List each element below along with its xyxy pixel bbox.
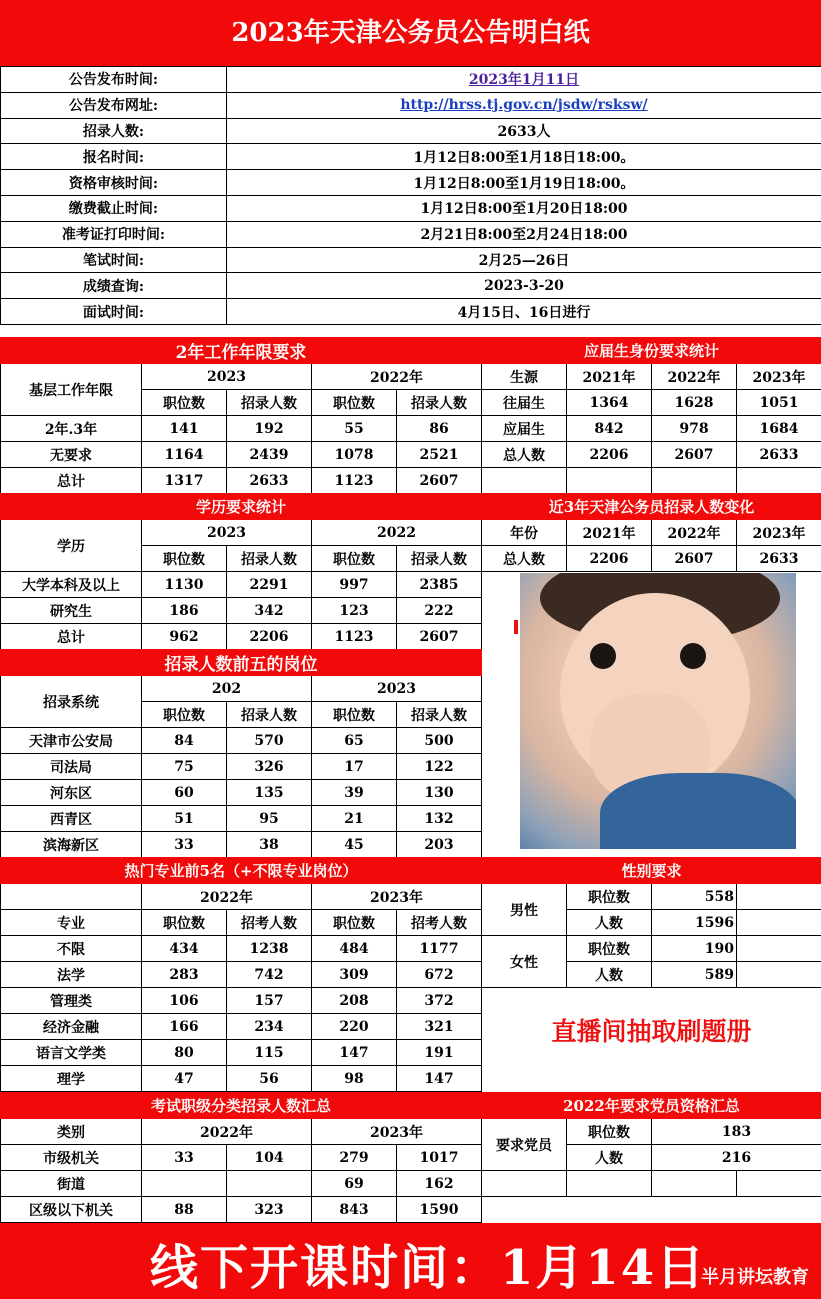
row-label: 司法局 <box>1 754 142 780</box>
row-label: 法学 <box>1 962 142 988</box>
cell: 500 <box>397 728 482 754</box>
cell: 45 <box>312 832 397 858</box>
cell: 147 <box>397 1066 482 1092</box>
brand-name: 半月讲坛教育 <box>701 1267 809 1288</box>
cell: 122 <box>397 754 482 780</box>
year-header: 2023 <box>312 676 482 702</box>
cell: 1051 <box>737 390 821 416</box>
col-header: 职位数 <box>567 884 652 910</box>
info-row <box>1 221 821 247</box>
decoration-mark <box>514 620 518 634</box>
cell: 1238 <box>227 936 312 962</box>
row-label: 市级机关 <box>1 1145 142 1171</box>
party-member-table <box>481 1092 821 1197</box>
class-start-time: 线下开课时间：1月14日 <box>150 1240 707 1296</box>
table-row <box>1 728 482 754</box>
col-header: 2021年 <box>567 520 652 546</box>
gender-table <box>481 857 821 988</box>
year-header: 2023年 <box>312 884 482 910</box>
info-row <box>1 299 821 325</box>
cell: 157 <box>227 988 312 1014</box>
col-header: 2022年 <box>652 520 737 546</box>
info-value: 4月15日、16日进行 <box>227 299 821 325</box>
info-key: 资格审核时间: <box>1 170 227 196</box>
promo-text: 直播间抽取刷题册 <box>551 1017 752 1046</box>
cell: 1596 <box>652 910 737 936</box>
row-header: 专业 <box>1 910 142 936</box>
cell: 1130 <box>142 572 227 598</box>
row-label: 语言文学类 <box>1 1040 142 1066</box>
cell: 1684 <box>737 416 821 442</box>
empty-cell <box>737 936 821 962</box>
row-label: 西青区 <box>1 806 142 832</box>
table-row <box>1 468 482 494</box>
cell: 2607 <box>652 546 737 572</box>
section-title: 2年工作年限要求 <box>1 338 482 364</box>
info-row <box>1 195 821 221</box>
info-row-publish-time <box>1 67 821 93</box>
table-row <box>1 962 482 988</box>
page-title: 2023年天津公务员公告明白纸 <box>0 0 821 66</box>
info-key: 招录人数: <box>1 118 227 144</box>
cell: 191 <box>397 1040 482 1066</box>
cell: 558 <box>652 884 737 910</box>
cell: 1164 <box>142 442 227 468</box>
col-header: 职位数 <box>312 546 397 572</box>
empty-cell <box>652 1171 737 1197</box>
empty-cell <box>737 468 821 494</box>
row-header: 招录系统 <box>1 676 142 728</box>
cell: 69 <box>312 1171 397 1197</box>
cell: 141 <box>142 416 227 442</box>
cell: 2385 <box>397 572 482 598</box>
section-title: 近3年天津公务员招录人数变化 <box>482 494 821 520</box>
cell: 2206 <box>567 546 652 572</box>
cell: 222 <box>397 598 482 624</box>
year-header: 2023 <box>142 364 312 390</box>
year-header: 2022年 <box>142 1119 312 1145</box>
empty-cell <box>1 884 142 910</box>
cell: 326 <box>227 754 312 780</box>
cell: 234 <box>227 1014 312 1040</box>
table-row <box>1 598 482 624</box>
row-label: 总计 <box>1 624 142 650</box>
cell: 672 <box>397 962 482 988</box>
cell: 1590 <box>397 1197 482 1223</box>
info-row <box>1 144 821 170</box>
cell: 570 <box>227 728 312 754</box>
cell: 84 <box>142 728 227 754</box>
empty-cell <box>737 884 821 910</box>
cell: 484 <box>312 936 397 962</box>
info-key: 公告发布时间: <box>1 67 227 93</box>
cell: 323 <box>227 1197 312 1223</box>
cell: 1177 <box>397 936 482 962</box>
section-title: 性别要求 <box>482 858 821 884</box>
cell: 2439 <box>227 442 312 468</box>
year-header: 2022年 <box>142 884 312 910</box>
table-row <box>482 442 821 468</box>
cell: 51 <box>142 806 227 832</box>
trend-table <box>481 493 821 572</box>
col-header: 招录人数 <box>397 546 482 572</box>
cell: 2206 <box>227 624 312 650</box>
cell: 216 <box>652 1145 821 1171</box>
empty-cell <box>737 962 821 988</box>
row-label: 2年.3年 <box>1 416 142 442</box>
section-title: 考试职级分类招录人数汇总 <box>1 1093 482 1119</box>
cell: 147 <box>312 1040 397 1066</box>
cell: 2521 <box>397 442 482 468</box>
table-row <box>1 1197 482 1223</box>
cell: 65 <box>312 728 397 754</box>
year-header: 2022年 <box>312 364 482 390</box>
row-label: 无要求 <box>1 442 142 468</box>
row-label: 研究生 <box>1 598 142 624</box>
empty-cell <box>482 1171 567 1197</box>
section-title: 学历要求统计 <box>1 494 482 520</box>
col-header: 人数 <box>567 962 652 988</box>
row-header: 学历 <box>1 520 142 572</box>
col-header: 职位数 <box>142 546 227 572</box>
year-header: 2023年 <box>312 1119 482 1145</box>
col-header: 招考人数 <box>227 910 312 936</box>
footer-banner <box>0 1223 821 1299</box>
table-row <box>482 546 821 572</box>
col-header: 职位数 <box>142 702 227 728</box>
cell: 38 <box>227 832 312 858</box>
info-value: 2023-3-20 <box>227 273 821 299</box>
cell: 115 <box>227 1040 312 1066</box>
cell: 1123 <box>312 624 397 650</box>
table-row <box>1 832 482 858</box>
cell: 208 <box>312 988 397 1014</box>
row-label: 应届生 <box>482 416 567 442</box>
party-label: 要求党员 <box>482 1119 567 1171</box>
col-header: 职位数 <box>142 910 227 936</box>
cell: 88 <box>142 1197 227 1223</box>
col-header: 招录人数 <box>227 546 312 572</box>
info-key: 面试时间: <box>1 299 227 325</box>
info-value: 1月12日8:00至1月19日18:00。 <box>227 170 821 196</box>
cell: 1628 <box>652 390 737 416</box>
cell: 1017 <box>397 1145 482 1171</box>
cell: 135 <box>227 780 312 806</box>
info-row <box>1 247 821 273</box>
cell: 2633 <box>737 546 821 572</box>
cell: 123 <box>312 598 397 624</box>
section-title: 应届生身份要求统计 <box>482 338 821 364</box>
col-header: 人数 <box>567 1145 652 1171</box>
photo-outfit <box>600 773 796 849</box>
row-label: 总人数 <box>482 442 567 468</box>
info-value: 1月12日8:00至1月20日18:00 <box>227 195 821 221</box>
row-label: 河东区 <box>1 780 142 806</box>
cell: 1317 <box>142 468 227 494</box>
row-label: 大学本科及以上 <box>1 572 142 598</box>
row-label: 街道 <box>1 1171 142 1197</box>
child-photo <box>520 573 796 849</box>
cell: 372 <box>397 988 482 1014</box>
cell: 2291 <box>227 572 312 598</box>
cell: 342 <box>227 598 312 624</box>
row-label: 总人数 <box>482 546 567 572</box>
empty-cell <box>567 468 652 494</box>
year-header: 202 <box>142 676 312 702</box>
cell: 17 <box>312 754 397 780</box>
cell: 56 <box>227 1066 312 1092</box>
cell: 86 <box>397 416 482 442</box>
cell: 2607 <box>397 468 482 494</box>
info-row <box>1 118 821 144</box>
cell: 47 <box>142 1066 227 1092</box>
cell <box>227 1171 312 1197</box>
level-table <box>0 1092 482 1223</box>
info-value: 1月12日8:00至1月18日18:00。 <box>227 144 821 170</box>
cell: 997 <box>312 572 397 598</box>
table-row <box>482 390 821 416</box>
row-label: 理学 <box>1 1066 142 1092</box>
col-header: 2023年 <box>737 364 821 390</box>
info-key: 公告发布网址: <box>1 92 227 118</box>
cell: 309 <box>312 962 397 988</box>
top5-positions-table <box>0 649 482 858</box>
cell: 1123 <box>312 468 397 494</box>
cell: 75 <box>142 754 227 780</box>
col-header: 招考人数 <box>397 910 482 936</box>
cell: 33 <box>142 1145 227 1171</box>
gender-female-label: 女性 <box>482 936 567 988</box>
table-row <box>1 1145 482 1171</box>
row-label: 滨海新区 <box>1 832 142 858</box>
announcement-url-link[interactable]: http://hrss.tj.gov.cn/jsdw/rsksw/ <box>227 92 821 118</box>
cell <box>142 1171 227 1197</box>
info-value: 2633人 <box>227 118 821 144</box>
cell: 2607 <box>397 624 482 650</box>
photo-eye <box>680 643 706 669</box>
table-row <box>1 806 482 832</box>
cell: 962 <box>142 624 227 650</box>
cell: 434 <box>142 936 227 962</box>
empty-cell <box>482 468 567 494</box>
info-key: 报名时间: <box>1 144 227 170</box>
cell: 843 <box>312 1197 397 1223</box>
col-header: 招录人数 <box>227 702 312 728</box>
announcement-info-table <box>0 66 821 325</box>
cell: 283 <box>142 962 227 988</box>
cell: 106 <box>142 988 227 1014</box>
col-header: 生源 <box>482 364 567 390</box>
col-header: 职位数 <box>142 390 227 416</box>
cell: 55 <box>312 416 397 442</box>
info-row-url <box>1 92 821 118</box>
empty-cell <box>567 1171 652 1197</box>
table-row <box>1 416 482 442</box>
table-row <box>1 624 482 650</box>
cell: 2607 <box>652 442 737 468</box>
col-header: 招录人数 <box>397 702 482 728</box>
info-value: 2月25—26日 <box>227 247 821 273</box>
cell: 2633 <box>227 468 312 494</box>
cell: 39 <box>312 780 397 806</box>
cell: 95 <box>227 806 312 832</box>
col-header: 职位数 <box>567 1119 652 1145</box>
table-row <box>1 1040 482 1066</box>
cell: 60 <box>142 780 227 806</box>
col-header: 招录人数 <box>397 390 482 416</box>
info-value: 2月21日8:00至2月24日18:00 <box>227 221 821 247</box>
col-header: 职位数 <box>312 702 397 728</box>
cell: 589 <box>652 962 737 988</box>
info-key: 准考证打印时间: <box>1 221 227 247</box>
table-row <box>1 442 482 468</box>
cell: 2206 <box>567 442 652 468</box>
cell: 166 <box>142 1014 227 1040</box>
cell: 186 <box>142 598 227 624</box>
info-row <box>1 170 821 196</box>
empty-cell <box>737 910 821 936</box>
col-header: 招录人数 <box>227 390 312 416</box>
table-row <box>1 572 482 598</box>
cell: 132 <box>397 806 482 832</box>
info-key: 笔试时间: <box>1 247 227 273</box>
education-table <box>0 493 482 650</box>
info-key: 成绩查询: <box>1 273 227 299</box>
empty-cell <box>737 1171 821 1197</box>
cell: 2633 <box>737 442 821 468</box>
cell: 321 <box>397 1014 482 1040</box>
col-header: 职位数 <box>312 910 397 936</box>
row-label: 经济金融 <box>1 1014 142 1040</box>
gender-male-label: 男性 <box>482 884 567 936</box>
cell: 21 <box>312 806 397 832</box>
table-row <box>1 780 482 806</box>
col-header: 职位数 <box>567 936 652 962</box>
cell: 130 <box>397 780 482 806</box>
row-header: 基层工作年限 <box>1 364 142 416</box>
cell: 98 <box>312 1066 397 1092</box>
table-row <box>1 1066 482 1092</box>
cell: 1364 <box>567 390 652 416</box>
cell: 220 <box>312 1014 397 1040</box>
info-row <box>1 273 821 299</box>
cell: 80 <box>142 1040 227 1066</box>
col-header: 2022年 <box>652 364 737 390</box>
col-header: 年份 <box>482 520 567 546</box>
cell: 279 <box>312 1145 397 1171</box>
table-row <box>1 1014 482 1040</box>
table-row <box>1 1171 482 1197</box>
cell: 1078 <box>312 442 397 468</box>
row-label: 总计 <box>1 468 142 494</box>
table-row <box>1 754 482 780</box>
year-header: 2022 <box>312 520 482 546</box>
cell: 183 <box>652 1119 821 1145</box>
cell: 190 <box>652 936 737 962</box>
section-title: 2022年要求党员资格汇总 <box>482 1093 821 1119</box>
cell: 978 <box>652 416 737 442</box>
col-header: 2023年 <box>737 520 821 546</box>
col-header: 职位数 <box>312 390 397 416</box>
table-row <box>1 988 482 1014</box>
col-header: 人数 <box>567 910 652 936</box>
table-row <box>482 416 821 442</box>
row-label: 管理类 <box>1 988 142 1014</box>
cell: 203 <box>397 832 482 858</box>
year-header: 2023 <box>142 520 312 546</box>
cell: 104 <box>227 1145 312 1171</box>
cell: 33 <box>142 832 227 858</box>
photo-eye <box>590 643 616 669</box>
col-header: 2021年 <box>567 364 652 390</box>
cell: 192 <box>227 416 312 442</box>
cell: 742 <box>227 962 312 988</box>
section-title: 招录人数前五的岗位 <box>1 650 482 676</box>
empty-cell <box>652 468 737 494</box>
majors-table <box>0 857 482 1092</box>
section-title: 热门专业前5名（+不限专业岗位） <box>1 858 482 884</box>
row-header: 类别 <box>1 1119 142 1145</box>
graduate-status-table <box>481 337 821 494</box>
work-years-table <box>0 337 482 494</box>
cell: 162 <box>397 1171 482 1197</box>
table-row <box>1 936 482 962</box>
info-key: 缴费截止时间: <box>1 195 227 221</box>
row-label: 区级以下机关 <box>1 1197 142 1223</box>
cell: 842 <box>567 416 652 442</box>
row-label: 天津市公安局 <box>1 728 142 754</box>
row-label: 不限 <box>1 936 142 962</box>
publish-date-link[interactable]: 2023年1月11日 <box>227 67 821 93</box>
row-label: 往届生 <box>482 390 567 416</box>
